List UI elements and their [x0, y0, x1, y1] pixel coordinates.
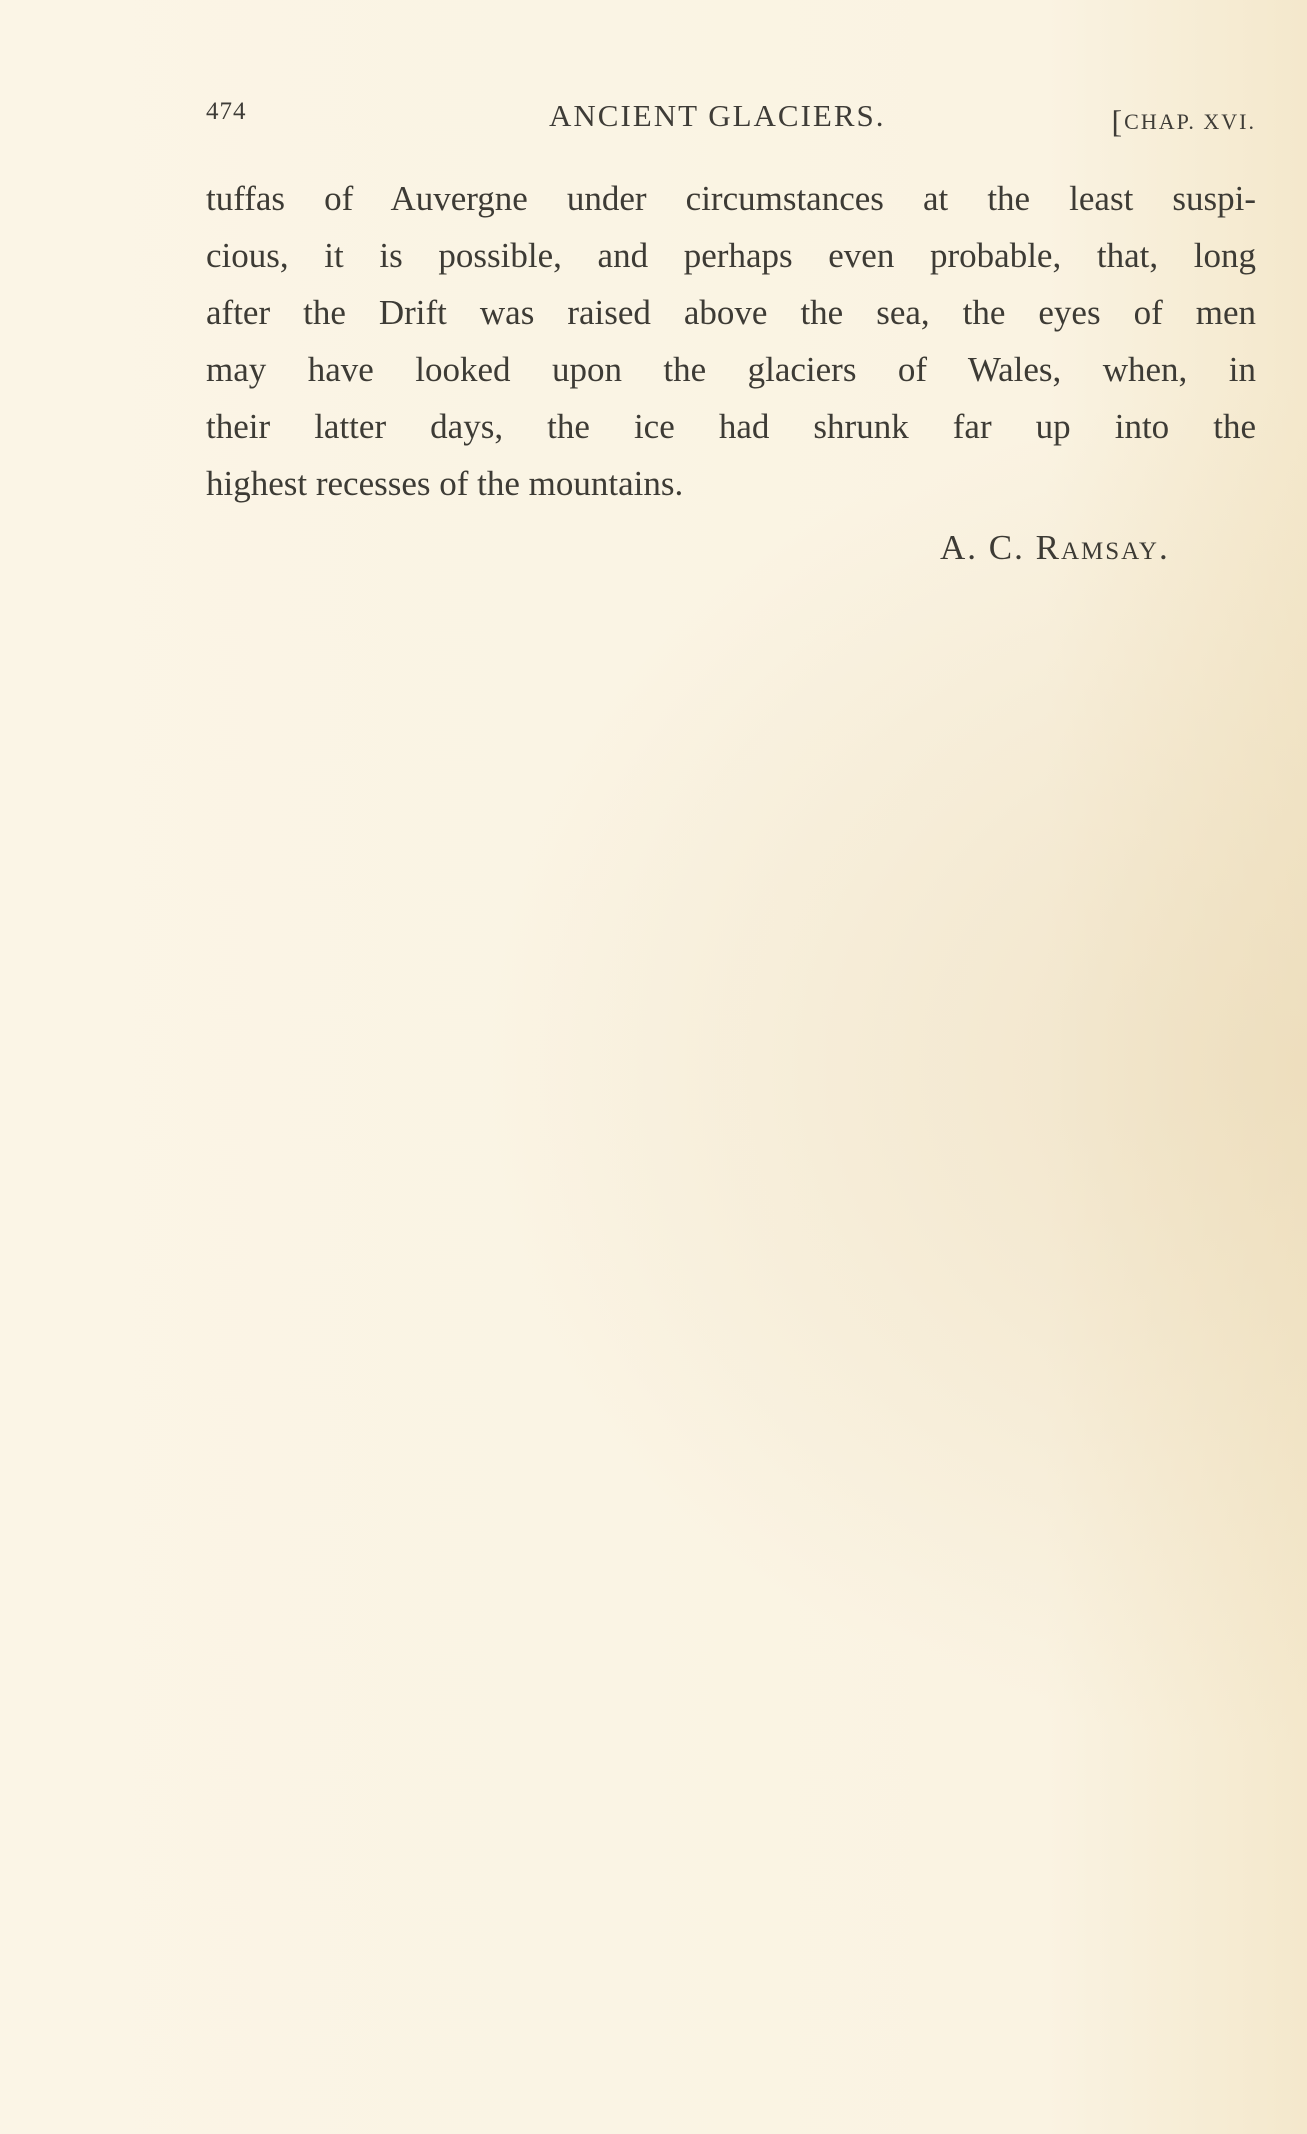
text-line: may have looked upon the glaciers of Wales, when, in: [206, 350, 1256, 389]
text-line: after the Drift was raised above the sea, the eyes of men: [206, 293, 1256, 332]
author-signature: [940, 528, 1170, 568]
body-paragraph: [206, 170, 1256, 512]
page-number: 474: [206, 98, 247, 125]
chapter-reference: [1111, 100, 1256, 137]
text-line: their latter days, the ice had shrunk far up into the: [206, 407, 1256, 446]
text-line: cious, it is possible, and perhaps even probable, that, long: [206, 236, 1256, 275]
author-initials: A. C.: [940, 528, 1025, 567]
chapter-label: CHAP. XVI.: [1124, 109, 1256, 134]
text-line: tuffas of Auvergne under circumstances at the least suspi-: [206, 179, 1256, 218]
text-line: highest recesses of the mountains.: [206, 464, 684, 503]
author-surname: Ramsay.: [1035, 528, 1170, 567]
chapter-bracket: [: [1111, 103, 1125, 139]
running-head: [206, 98, 1256, 139]
running-title: ANCIENT GLACIERS.: [549, 98, 886, 133]
